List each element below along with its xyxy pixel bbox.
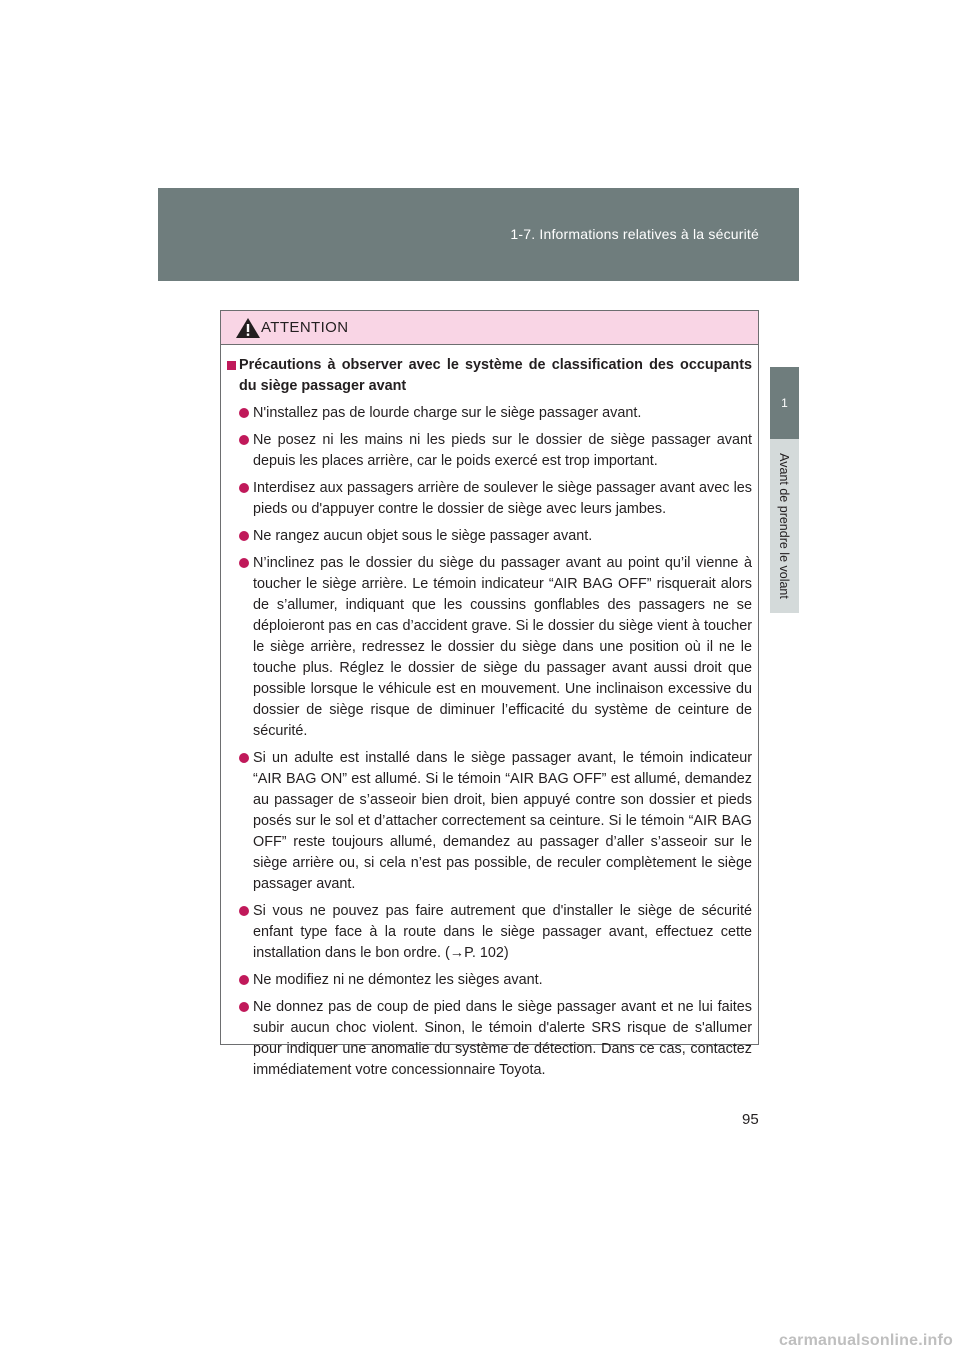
list-item: Si un adulte est installé dans le siège passager avant, le témoin indicateur “AIR BAG ON” est allumé. Si le témoin “AIR BAG OFF” est allumé, demandez au passager de s’asseoir bien droit, bien appuyé contre son dossier et pieds posés sur le sol et d’attacher correctement sa ceinture. Si le témoin “AIR BAG OFF” reste toujours allumé, demandez au passager d’aller s’asseoir sur le siège arrière ou, si cela n’est pas possible, de reculer complètement le siège passager avant. <box>227 748 752 895</box>
circle-bullet-icon <box>239 435 249 445</box>
watermark: carmanualsonline.info <box>778 1332 953 1349</box>
circle-bullet-icon <box>239 408 249 418</box>
list-item: Interdisez aux passagers arrière de soulever le siège passager avant avec les pieds ou d'appuyer contre le dossier de siège avec leurs jambes. <box>227 478 752 520</box>
caution-body <box>221 345 758 1081</box>
chapter-tab-label-area <box>770 439 799 613</box>
circle-bullet-icon <box>239 1002 249 1012</box>
circle-bullet-icon <box>239 558 249 568</box>
section-heading <box>227 355 752 397</box>
list-item: N'installez pas de lourde charge sur le siège passager avant. <box>227 403 752 424</box>
section-title: 1-7. Informations relatives à la sécurité <box>510 226 759 242</box>
square-bullet-icon <box>227 361 236 370</box>
chapter-title: Avant de prendre le volant <box>777 453 791 599</box>
caution-box <box>220 310 759 1078</box>
header-band <box>158 188 799 281</box>
caution-list <box>227 403 752 1081</box>
chapter-tab <box>770 367 799 439</box>
list-item: Si vous ne pouvez pas faire autrement que d'installer le siège de sécurité enfant type face à la route dans le siège passager avant, effectuez cette installation dans le bon ordre. (→P. 102) <box>227 901 752 964</box>
list-item: Ne donnez pas de coup de pied dans le siège passager avant et ne lui faites subir aucun choc violent. Sinon, le témoin d'alerte SRS risque de s'allumer pour indiquer une anomalie du système de détection. Dans ce cas, contactez immédiatement votre concessionnaire Toyota. <box>227 997 752 1081</box>
circle-bullet-icon <box>239 531 249 541</box>
list-item: Ne posez ni les mains ni les pieds sur le dossier de siège passager avant depuis les places arrière, car le poids exercé est trop important. <box>227 430 752 472</box>
page-number: 95 <box>742 1111 759 1128</box>
chapter-number: 1 <box>781 396 788 410</box>
caution-header <box>221 311 758 345</box>
circle-bullet-icon <box>239 753 249 763</box>
warning-triangle-icon <box>235 317 261 339</box>
list-item: Ne rangez aucun objet sous le siège passager avant. <box>227 526 752 547</box>
section-heading-text: Précautions à observer avec le système de classification des occupants du siège passager avant <box>239 357 752 394</box>
circle-bullet-icon <box>239 483 249 493</box>
list-item: Ne modifiez ni ne démontez les sièges avant. <box>227 970 752 991</box>
caution-title: ATTENTION <box>261 319 349 336</box>
circle-bullet-icon <box>239 975 249 985</box>
list-item: N’inclinez pas le dossier du siège du passager avant au point qu’il vienne à toucher le siège arrière. Le témoin indicateur “AIR BAG OFF” risquerait alors de s’allumer, indiquant que les coussins gonflables des passagers ne se déploieront pas en cas d’accident grave. Si le dossier du siège vient à toucher le siège arrière, redressez le dossier du siège dans une position où il ne le touche plus. Réglez le dossier de siège du passager avant aussi droit que possible lorsque le véhicule est en mouvement. Une inclinaison excessive du dossier de siège risque de diminuer l’efficacité du système de ceinture de sécurité. <box>227 553 752 742</box>
circle-bullet-icon <box>239 906 249 916</box>
